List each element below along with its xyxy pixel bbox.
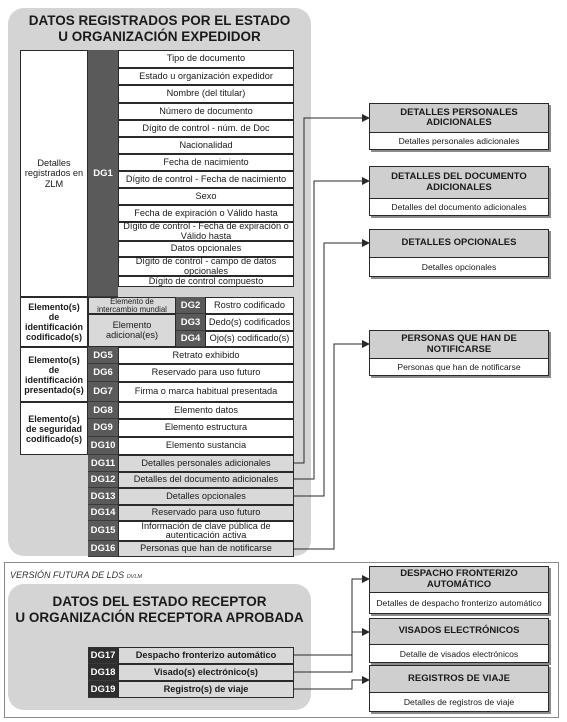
additional-element-label: Elemento adicional(es) [105, 320, 159, 340]
dg-tag-label: DG5 [93, 349, 113, 361]
dg-row-label: Detalles personales adicionales [141, 457, 271, 468]
future-box-text: Detalles de despacho fronterizo automático [376, 598, 542, 608]
dg-tag-label: DG18 [90, 666, 116, 678]
dg1-field-label: Fecha de nacimiento [163, 156, 249, 167]
dg1-field-label: Nombre (del titular) [166, 88, 246, 99]
future-box-title: VISADOS ELECTRÓNICOS [398, 625, 520, 637]
dg-tag-label: DG4 [180, 333, 201, 344]
dg-tag-label: DG10 [90, 440, 116, 451]
dg-tag-label: DG17 [90, 649, 116, 661]
dg-row-label: Reservado para uso futuro [151, 507, 261, 518]
dg-row-label: Firma o marca habitual presentada [134, 386, 278, 397]
dg-row-label: Elemento estructura [164, 422, 248, 433]
connector-dg12 [294, 181, 369, 479]
group-zlm-label: Detalles registrados en ZLM [24, 157, 84, 189]
dg1-field-label: Dígito de control compuesto [148, 275, 264, 286]
dg-tag-label: DG13 [90, 490, 116, 502]
group-id-presented-label: Elemento(s) de identificación presentado(s) [24, 354, 84, 395]
issuer-title-line2: U ORGANIZACIÓN EXPEDIDOR [58, 29, 261, 44]
dg-tag-label: DG7 [93, 386, 113, 397]
detail-box-title: DETALLES DEL DOCUMENTO ADICIONALES [391, 171, 527, 193]
detail-box-text: Detalles personales adicionales [398, 136, 520, 146]
group-id-coded-label: Elemento(s) de identificación codificado(s) [24, 302, 83, 342]
detail-box-text: Personas que han de notificarse [397, 362, 521, 372]
dg1-field-label: Estado u organización expedidor [139, 70, 273, 81]
dg1-field-label: Número de documento [159, 105, 253, 116]
dg-row-label: Detalles opcionales [166, 490, 246, 501]
dg-tag-label: DG6 [93, 367, 113, 378]
world-element-label: Elemento de intercambio mundial [97, 296, 167, 314]
connector-dg11 [294, 118, 369, 463]
dg-row-label: Información de clave pública de autenticación activa [141, 520, 271, 540]
dg1-tag-label: DG1 [93, 167, 113, 179]
detail-box-title: DETALLES PERSONALES ADICIONALES [400, 106, 518, 128]
dg-row-label: Retrato exhibido [172, 349, 240, 360]
connector-dg19 [294, 680, 369, 689]
receiver-title-line2: U ORGANIZACIÓN RECEPTORA APROBADA [15, 610, 304, 625]
dg-tag-label: DG2 [180, 299, 201, 311]
dg1-field-label: Fecha de expiración o Válido hasta [134, 207, 278, 218]
dg-tag-label: DG15 [90, 525, 116, 536]
dg-row-label: Elemento sustancia [165, 440, 247, 451]
dg-tag-label: DG19 [90, 683, 116, 695]
receiver-title-line1: DATOS DEL ESTADO RECEPTOR [52, 594, 267, 609]
connector-dg16 [294, 344, 369, 549]
dg1-field-label: Sexo [195, 190, 217, 201]
dg-row-label: Despacho fronterizo automático [135, 649, 277, 660]
dg1-field-label: Nacionalidad [179, 139, 233, 150]
dg-row-label: Rostro codificado [214, 299, 285, 310]
dg1-field-label: Dígito de control - Fecha de expiración o Válido hasta [123, 221, 289, 241]
dg-row-label: Elemento datos [174, 404, 238, 415]
future-version-text: VERSIÓN FUTURA DE LDS [10, 570, 125, 580]
detail-box-title: DETALLES OPCIONALES [401, 237, 517, 249]
dg-row-label: Dedo(s) codificados [208, 316, 291, 327]
dg-tag-label: DG14 [90, 507, 116, 518]
dg-row-label: Personas que han de notificarse [140, 543, 272, 554]
future-box-title: REGISTROS DE VIAJE [408, 672, 510, 684]
dg1-field-label: Tipo de documento [166, 53, 246, 64]
dg1-field-label: Dígito de control - Fecha de nacimiento [125, 173, 287, 184]
dg-tag-label: DG3 [180, 316, 201, 328]
dg-tag-label: DG12 [90, 474, 116, 485]
issuer-title-line1: DATOS REGISTRADOS POR EL ESTADO [28, 13, 291, 28]
dg-row-label: Reservado para uso futuro [151, 367, 261, 378]
future-version-sub: DVLM [126, 574, 142, 580]
dg-tag-label: DG11 [90, 457, 116, 469]
connector-dg13 [294, 243, 369, 496]
detail-box-text: Detalles del documento adicionales [391, 202, 527, 212]
connector-dg17 [294, 579, 369, 655]
dg1-field-label: Dígito de control - núm. de Doc [142, 122, 270, 133]
dg1-field-label: Dígito de control - campo de datos opcionales [135, 256, 277, 276]
detail-box-text: Detalles opcionales [421, 262, 497, 272]
future-box-text: Detalles de registros de viaje [403, 697, 515, 707]
connector-dg18 [294, 632, 369, 672]
dg-row-label: Registro(s) de viaje [163, 683, 249, 694]
dg-tag-label: DG8 [93, 404, 113, 416]
dg1-field-label: Datos opcionales [170, 243, 242, 254]
group-security-label: Elemento(s) de seguridad codificado(s) [25, 413, 82, 444]
dg-tag-label: DG9 [93, 422, 113, 433]
dg-row-label: Detalles del documento adicionales [133, 474, 279, 485]
future-box-title: DESPACHO FRONTERIZO AUTOMÁTICO [400, 568, 518, 590]
dg-row-label: Visado(s) electrónico(s) [154, 666, 258, 677]
dg-row-label: Ojo(s) codificado(s) [209, 333, 290, 344]
detail-box-title: PERSONAS QUE HAN DE NOTIFICARSE [401, 333, 517, 355]
future-box-text: Detalle de visados electrónicos [399, 648, 519, 659]
dg-tag-label: DG16 [90, 543, 116, 554]
